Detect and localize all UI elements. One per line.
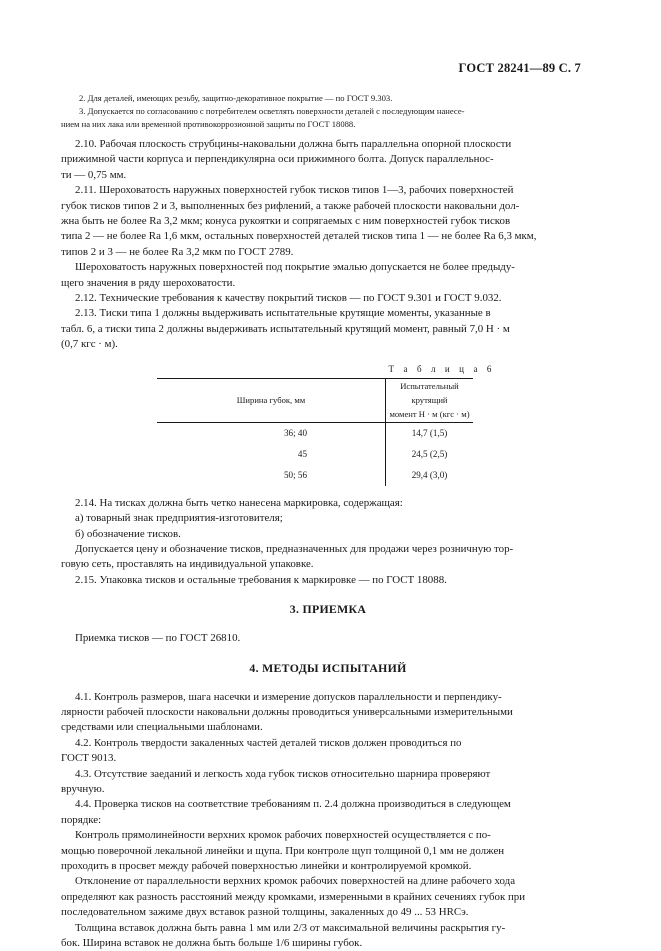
clause-2-12 <box>75 291 581 306</box>
text-line: типа 2 — не более Ra 1,6 мкм, остальных поверхностей деталей тисков типа 1 — не более Ra 6,3 мкм, <box>61 230 537 243</box>
clause-2-13 <box>61 306 581 352</box>
text-line: щего значения в ряду шероховатости. <box>61 276 236 289</box>
table-row <box>157 465 473 486</box>
clause-4-2 <box>61 736 581 767</box>
text-line: б) обозначение тисков. <box>75 527 181 540</box>
text-line: вручную. <box>61 782 105 795</box>
text-line: 2.14. На тисках должна быть четко нанесена маркировка, содержащая: <box>75 496 403 509</box>
clause-4-4-parallelism <box>61 874 581 920</box>
text-line: губок тисков типов 2 и 3, выполненных без рифлений, а также рабочей плоскости наковальни дол- <box>61 199 520 212</box>
text-line: прижимной части корпуса и перпендикулярна оси прижимного болта. Допуск параллельнос- <box>61 153 494 166</box>
text-line: 4.3. Отсутствие заеданий и легкость хода губок тисков относительно шарнира проверяют <box>75 767 491 780</box>
text-line: средствами или специальными шаблонами. <box>61 721 263 734</box>
cell-torque: 29,4 (3,0) <box>386 465 474 486</box>
cell-width: 45 <box>297 449 307 460</box>
text-line: 4.2. Контроль твердости закаленных частей деталей тисков должен проводиться по <box>75 736 462 749</box>
text-line: а) товарный знак предприятия-изготовителя; <box>75 512 283 525</box>
text-line: порядке: <box>61 813 102 826</box>
note-2: 2. Для деталей, имеющих резьбу, защитно-декоративное покрытие — по ГОСТ 9.303. <box>79 93 393 103</box>
clause-2-11-roughness <box>61 260 581 291</box>
text-line: Отклонение от параллельности верхних кромок рабочих поверхностей на длине рабочего хода <box>75 875 516 888</box>
column-header-width: Ширина губок, мм <box>157 378 386 422</box>
text-line: Допускается цену и обозначение тисков, предназначенных для продажи через розничную тор- <box>75 542 514 555</box>
text-line: (0,7 кгс · м). <box>61 338 118 351</box>
text-line: типов 2 и 3 — не более Ra 3,2 мкм по ГОСТ 2789. <box>61 245 294 258</box>
text-line: Шероховатость наружных поверхностей под покрытие эмалью допускается не более предыду- <box>75 261 515 274</box>
column-header-torque-line2: момент Н · м (кгс · м) <box>389 409 470 420</box>
text-line: Толщина вставок должна быть равна 1 мм или 2/3 от максимальной величины раскрытия гу- <box>75 921 506 934</box>
text-line: говую сеть, проставлять на индивидуальной упаковке. <box>61 558 314 571</box>
clause-2-10 <box>61 137 581 183</box>
note-3-line2: нием на них лака или временной противокоррозионной защиты по ГОСТ 18088. <box>61 119 356 129</box>
table-row <box>157 444 473 465</box>
cell-width: 50; 56 <box>284 470 307 481</box>
text-line: 2.12. Технические требования к качеству покрытий тисков — по ГОСТ 9.301 и ГОСТ 9.032. <box>75 292 502 305</box>
clause-4-4 <box>61 797 581 828</box>
text-line: Контроль прямолинейности верхних кромок рабочих поверхностей осуществляется с по- <box>75 829 491 842</box>
clause-4-3 <box>61 767 581 798</box>
text-line: лярности рабочей плоскости наковальни должны проводиться универсальными измерительными <box>61 705 513 718</box>
clause-2-14 <box>61 496 581 573</box>
page-content <box>61 92 581 951</box>
section-4-title: 4. МЕТОДЫ ИСПЫТАНИЙ <box>249 660 407 675</box>
text-line: жна быть не более Ra 3,2 мкм; конуса рукоятки и сопрягаемых с ним поверхностей губок тисков <box>61 215 511 228</box>
text-line: последовательном зажиме двух вставок разной толщины, закаленных до 49 ... 53 HRCэ. <box>61 906 469 919</box>
cell-torque: 14,7 (1,5) <box>386 422 474 444</box>
clause-2-15 <box>75 573 581 588</box>
section-3-title: 3. ПРИЕМКА <box>289 602 367 617</box>
text-line: 2.11. Шероховатость наружных поверхностей губок тисков типов 1—3, рабочих поверхностей <box>75 184 514 197</box>
text-line: проходить в просвет между рабочей поверхностью линейки и контролируемой кромкой. <box>61 860 472 872</box>
clause-4-1 <box>61 690 581 736</box>
text-line: ГОСТ 9013. <box>61 752 117 765</box>
text-line: ти — 0,75 мм. <box>61 168 127 181</box>
text-line: 4.4. Проверка тисков на соответствие требованиям п. 2.4 должна производиться в следующем <box>75 798 511 811</box>
text-line: мощью поверочной лекальной линейки и щупа. При контроле щуп толщиной 0,1 мм не должен <box>61 844 505 857</box>
text-line: 2.15. Упаковка тисков и остальные требования к маркировке — по ГОСТ 18088. <box>75 573 447 586</box>
cell-torque: 24,5 (2,5) <box>386 444 474 465</box>
clause-4-4-straightness <box>61 828 581 874</box>
note-3-line1: 3. Допускается по согласованию с потребителем осветлять поверхности деталей с последующим нанесе- <box>79 106 465 116</box>
text-line: 4.1. Контроль размеров, шага насечки и измерение допусков параллельности и перпендику- <box>75 690 502 703</box>
clause-2-11 <box>61 183 581 260</box>
column-header-torque <box>386 378 474 422</box>
table-caption: Т а б л и ц а 6 <box>388 363 495 374</box>
text-line: 2.13. Тиски типа 1 должны выдерживать испытательные крутящие моменты, указанные в <box>75 307 491 320</box>
table-row <box>157 422 473 444</box>
cell-width: 36; 40 <box>284 428 307 439</box>
column-header-torque-line1: Испытательный крутящий <box>400 381 459 406</box>
text-line: бок. Ширина вставок не должна быть больше 1/6 ширины губок. <box>61 937 363 950</box>
page-header: ГОСТ 28241—89 С. 7 <box>458 61 581 75</box>
text-line: 2.10. Рабочая плоскость струбцины-наковальни должна быть параллельна опорной плоскости <box>75 138 512 150</box>
section-3-text: Приемка тисков — по ГОСТ 26810. <box>75 632 241 645</box>
text-line: определяют как разность расстояний между кромками, измеренными в крайних сечениях губок при <box>61 890 526 903</box>
table-6 <box>157 378 473 486</box>
text-line: табл. 6, а тиски типа 2 должны выдерживать испытательный крутящий момент, равный 7,0 Н · м <box>61 322 510 335</box>
